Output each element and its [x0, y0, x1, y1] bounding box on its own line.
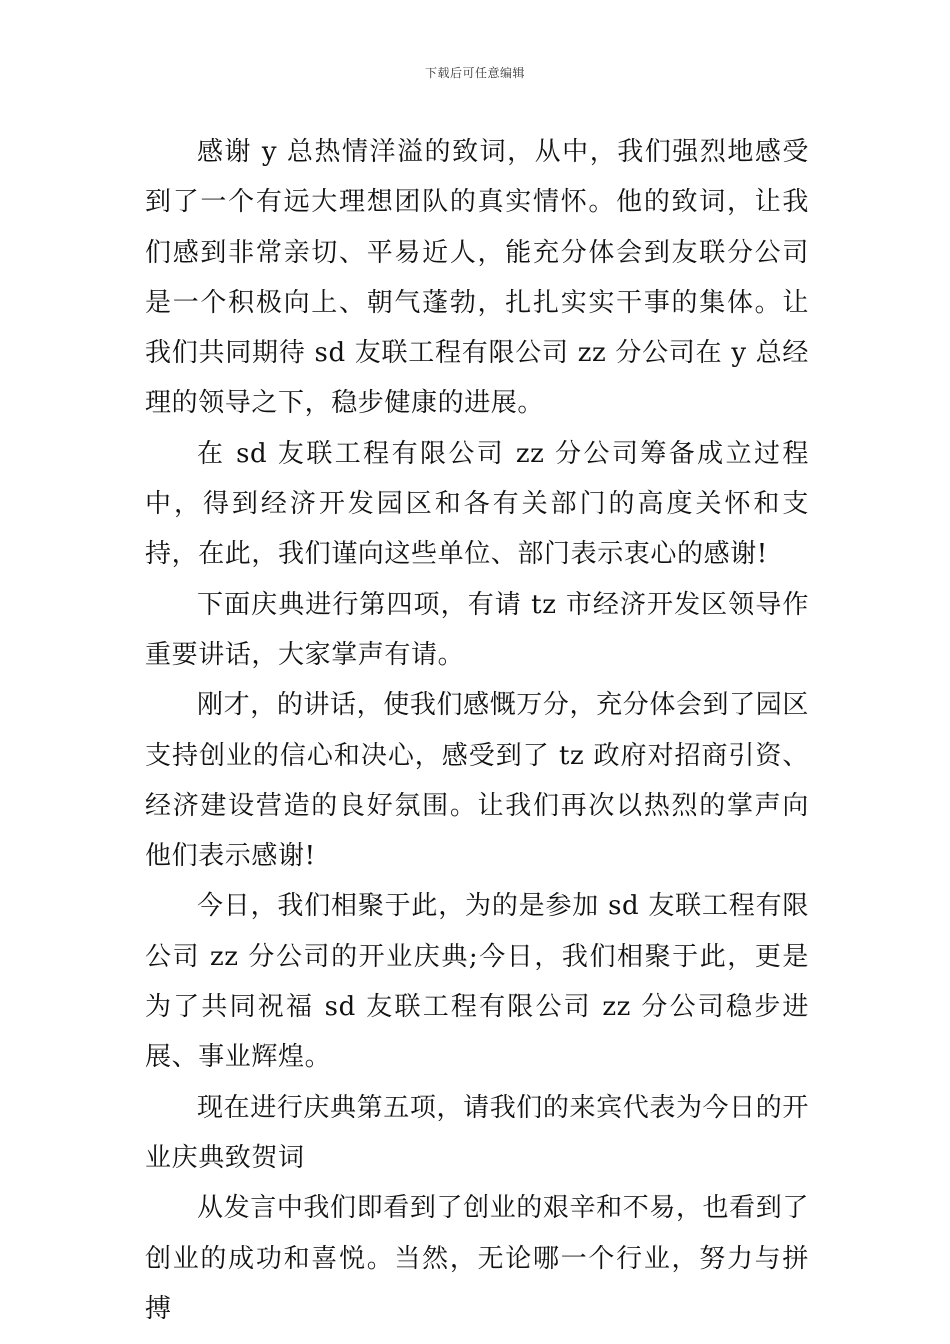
- paragraph: 在 sd 友联工程有限公司 zz 分公司筹备成立过程中，得到经济开发园区和各有关部门的高度关怀和支持，在此，我们谨向这些单位、部门表示衷心的感谢!: [145, 438, 809, 570]
- paragraph: 下面庆典进行第四项，有请 tz 市经济开发区领导作重要讲话，大家掌声有请。: [145, 589, 809, 670]
- paragraph: 从发言中我们即看到了创业的艰辛和不易，也看到了创业的成功和喜悦。当然，无论哪一个行业，努力与拼搏: [145, 1193, 809, 1324]
- paragraph: 刚才，的讲话，使我们感慨万分，充分体会到了园区支持创业的信心和决心，感受到了 tz 政府对招商引资、经济建设营造的良好氛围。让我们再次以热烈的掌声向他们表示感谢!: [145, 690, 809, 872]
- document-body: [145, 127, 809, 1334]
- paragraph: 现在进行庆典第五项，请我们的来宾代表为今日的开业庆典致贺词: [145, 1092, 809, 1173]
- paragraph: 感谢 y 总热情洋溢的致词，从中，我们强烈地感受到了一个有远大理想团队的真实情怀。他的致词，让我们感到非常亲切、平易近人，能充分体会到友联分公司是一个积极向上、朝气蓬勃，扎扎实实干事的集体。让我们共同期待 sd 友联工程有限公司 zz 分公司在 y 总经理的领导之下，稳步健康的进展。: [145, 137, 809, 419]
- page-header: 下载后可任意编辑: [424, 66, 525, 80]
- paragraph: 今日，我们相聚于此，为的是参加 sd 友联工程有限公司 zz 分公司的开业庆典;今日，我们相聚于此，更是为了共同祝福 sd 友联工程有限公司 zz 分公司稳步进展、事业辉煌。: [145, 891, 809, 1073]
